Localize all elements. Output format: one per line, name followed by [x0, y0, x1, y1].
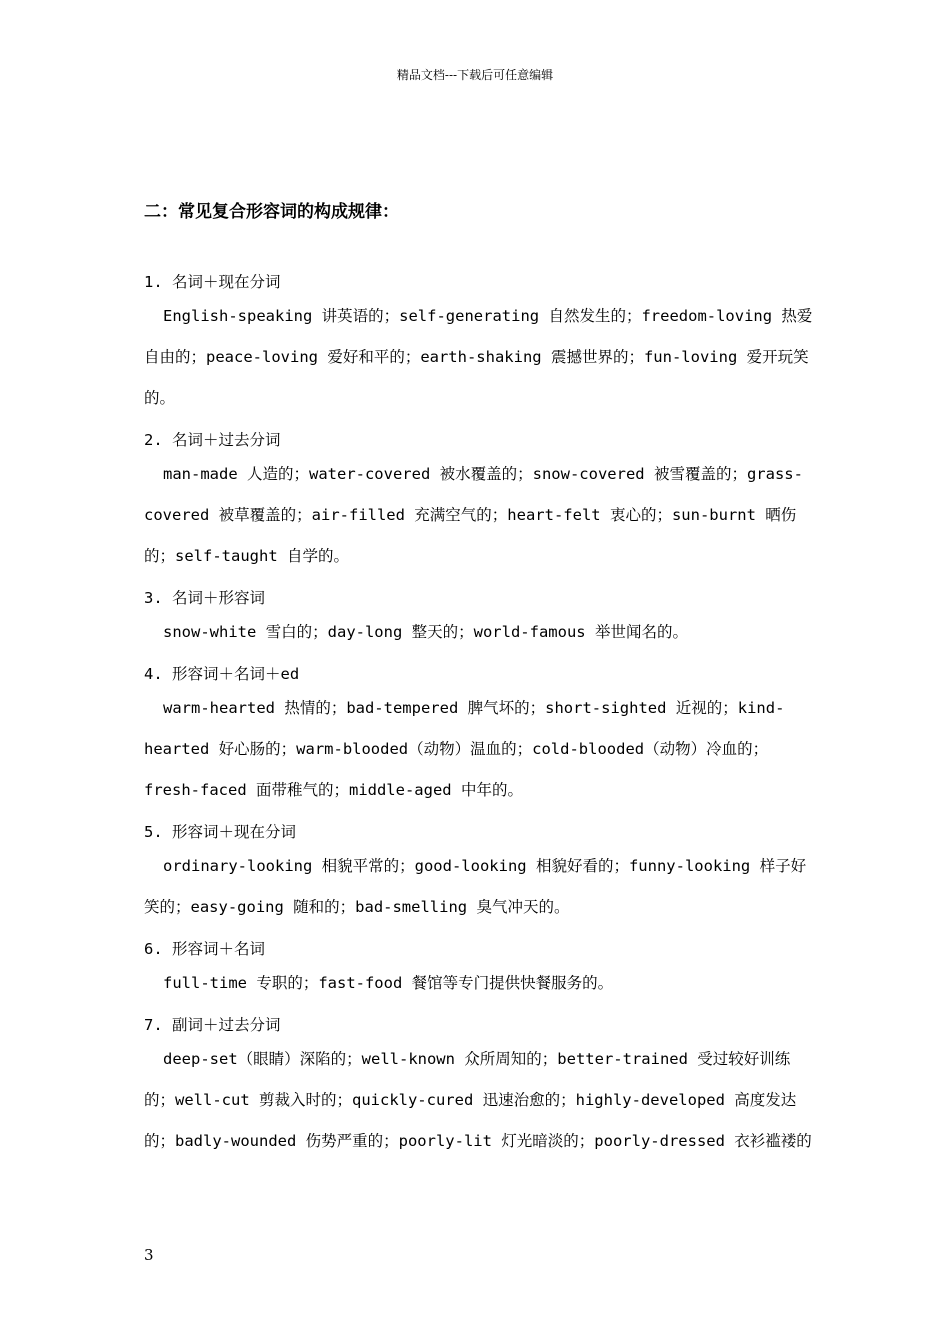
document-body: [144, 268, 814, 1162]
item-heading-3: 3. 名词＋形容词: [144, 589, 265, 607]
section-title: 二：常见复合形容词的构成规律：: [144, 202, 399, 222]
item-body-7: deep-set（眼睛）深陷的；well-known 众所周知的；better-trained 受过较好训练的；well-cut 剪裁入时的；quickly-cured 迅速治愈的；highly-developed 高度发达的；badly-wounded 伤势严重的；poorly-lit 灯光暗淡的；poorly-dressed 衣衫褴褛的: [144, 1050, 812, 1150]
item-heading-1: 1. 名词＋现在分词: [144, 273, 281, 291]
item-body-2: man-made 人造的；water-covered 被水覆盖的；snow-covered 被雪覆盖的；grass-covered 被草覆盖的；air-filled 充满空气的；heart-felt 衷心的；sun-burnt 晒伤的；self-taught 自学的。: [144, 465, 803, 565]
page-number: 3: [144, 1246, 154, 1264]
item-body-6: full-time 专职的；fast-food 餐馆等专门提供快餐服务的。: [163, 974, 614, 992]
page-header: 精品文档---下载后可任意编辑: [396, 68, 554, 82]
item-heading-2: 2. 名词＋过去分词: [144, 431, 281, 449]
item-heading-6: 6. 形容词＋名词: [144, 940, 265, 958]
item-body-3: snow-white 雪白的；day-long 整天的；world-famous 举世闻名的。: [163, 623, 688, 641]
item-body-5: ordinary-looking 相貌平常的；good-looking 相貌好看的；funny-looking 样子好笑的；easy-going 随和的；bad-smelling 臭气冲天的。: [144, 857, 807, 916]
item-heading-7: 7. 副词＋过去分词: [144, 1016, 281, 1034]
item-heading-4: 4. 形容词＋名词＋ed: [144, 665, 300, 683]
item-body-1: English-speaking 讲英语的；self-generating 自然发生的；freedom-loving 热爱自由的；peace-loving 爱好和平的；earth-shaking 震撼世界的；fun-loving 爱开玩笑的。: [144, 307, 813, 407]
item-body-4: warm-hearted 热情的；bad-tempered 脾气坏的；short-sighted 近视的；kind-hearted 好心肠的；warm-blooded（动物）温血的；cold-blooded（动物）冷血的；fresh-faced 面带稚气的；middle-aged 中年的。: [144, 699, 785, 799]
item-heading-5: 5. 形容词＋现在分词: [144, 823, 296, 841]
